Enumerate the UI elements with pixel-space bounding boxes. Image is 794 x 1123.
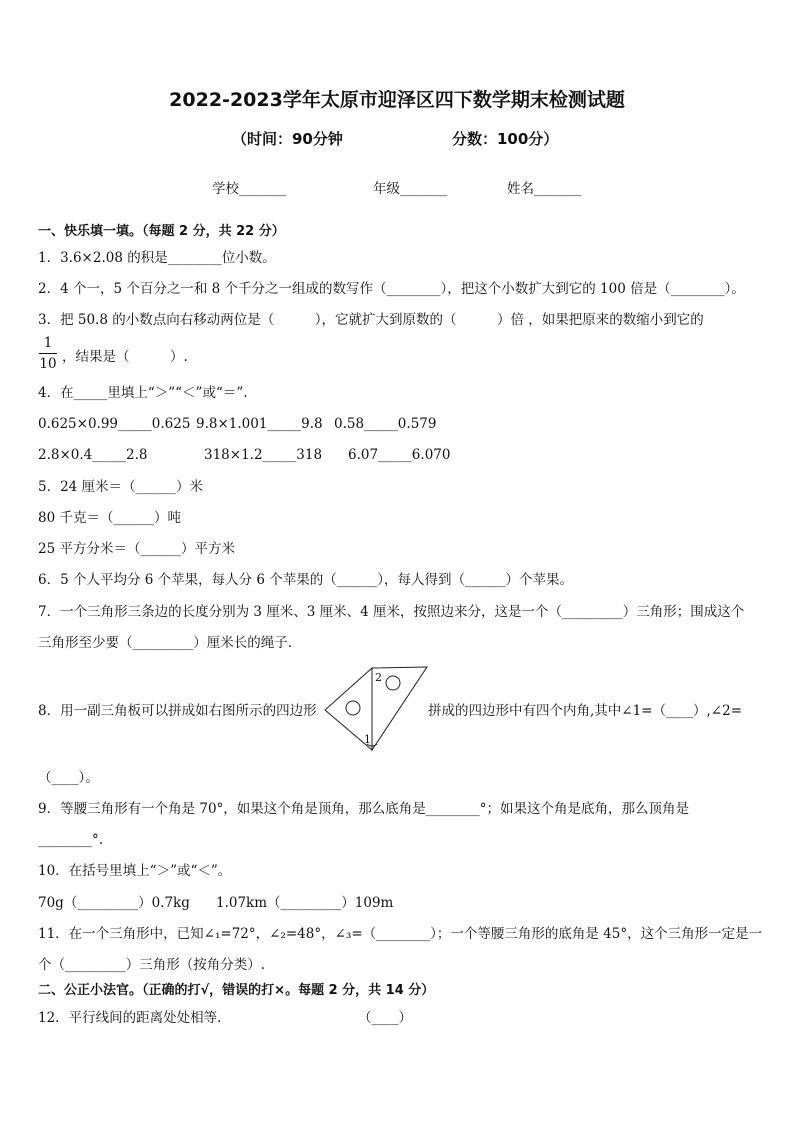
fraction-denominator: 10 [39, 356, 57, 372]
question-9-line2: ________°. [38, 832, 104, 848]
question-8-after-figure: 拼成的四边形中有四个内角,其中∠1=（____）,∠2= [428, 703, 743, 719]
compare-item: 0.58_____0.579 [334, 416, 437, 432]
question-3-line1: 3．把 50.8 的小数点向右移动两位是（ ），它就扩大到原数的（ ）倍 ，如果把原来的数缩小到它的 [38, 312, 704, 328]
compare-item: 9.8×1.001_____9.8 [196, 416, 323, 432]
question-8-continuation: （____）。 [38, 770, 99, 786]
exam-title: 2022-2023学年太原市迎泽区四下数学期末检测试题 [169, 89, 625, 111]
section1-heading: 一、快乐填一填。（每题 2 分，共 22 分） [38, 224, 285, 239]
question-2: 2．4 个一，5 个百分之一和 8 个千分之一组成的数写作（________），把这个小数扩大到它的 100 倍是（________）。 [38, 281, 745, 297]
angle-label-1: 1 [364, 733, 371, 746]
fraction-numerator: 1 [43, 335, 53, 351]
question-1: 1．3.6×2.08 的积是________位小数。 [38, 250, 276, 266]
compare-item: 6.07_____6.070 [348, 447, 451, 463]
total-score: 分数：100分） [452, 130, 559, 148]
question-7-line2: 三角形至少要（_________）厘米长的绳子. [38, 635, 293, 651]
question-4-prompt: 4．在_____里填上“＞”“＜”或“＝”. [38, 385, 248, 401]
name-field: 姓名_______ [507, 181, 582, 197]
question-7-line1: 7．一个三角形三条边的长度分别为 3 厘米、3 厘米、4 厘米，按照边来分，这是一个（_________）三角形；围成这个 [38, 604, 745, 620]
section2-heading: 二、公正小法官。（正确的打√，错误的打×。每题 2 分，共 14 分） [38, 983, 435, 998]
fraction-bar [39, 353, 57, 354]
compare-item: 0.625×0.99_____0.625 [38, 416, 191, 432]
quadrilateral-figure [322, 664, 430, 754]
question-5-line3: 25 平方分米＝（______）平方米 [38, 541, 235, 557]
question-12-answer-blank: （____） [358, 1010, 412, 1026]
question-5-line1: 5．24 厘米＝（______）米 [38, 479, 204, 495]
compare-item: 70g（_________）0.7kg [38, 895, 190, 911]
angle-label-2: 2 [375, 671, 382, 684]
compare-item: 1.07km（_________）109m [216, 895, 394, 911]
school-field: 学校_______ [212, 181, 287, 197]
question-9-line1: 9．等腰三角形有一个角是 70°，如果这个角是顶角，那么底角是________°；如果这个角是底角，那么顶角是 [38, 801, 690, 817]
question-5-line2: 80 千克＝（______）吨 [38, 510, 181, 526]
compare-item: 318×1.2_____318 [204, 447, 323, 463]
question-10-prompt: 10．在括号里填上“＞”或“＜”。 [38, 863, 232, 879]
question-6: 6．5 个人平均分 6 个苹果，每人分 6 个苹果的（______），每人得到（______）个苹果。 [38, 572, 574, 588]
question-11-line2: 个（_________）三角形（按角分类）. [38, 957, 266, 973]
question-12-statement: 12．平行线间的距离处处相等． [38, 1010, 231, 1026]
question-3-line2: ，结果是（ ）. [62, 349, 188, 365]
fraction-one-tenth [39, 336, 57, 372]
question-11-line1: 11．在一个三角形中，已知∠₁=72°，∠₂=48°，∠₃=（________）；一个等腰三角形的底角是 45°，这个三角形一定是一 [38, 926, 763, 942]
time-limit: （时间：90分钟 [232, 130, 343, 148]
question-8-before-figure: 8．用一副三角板可以拼成如右图所示的四边形 [38, 703, 317, 719]
grade-field: 年级_______ [373, 181, 448, 197]
compare-item: 2.8×0.4_____2.8 [38, 447, 148, 463]
